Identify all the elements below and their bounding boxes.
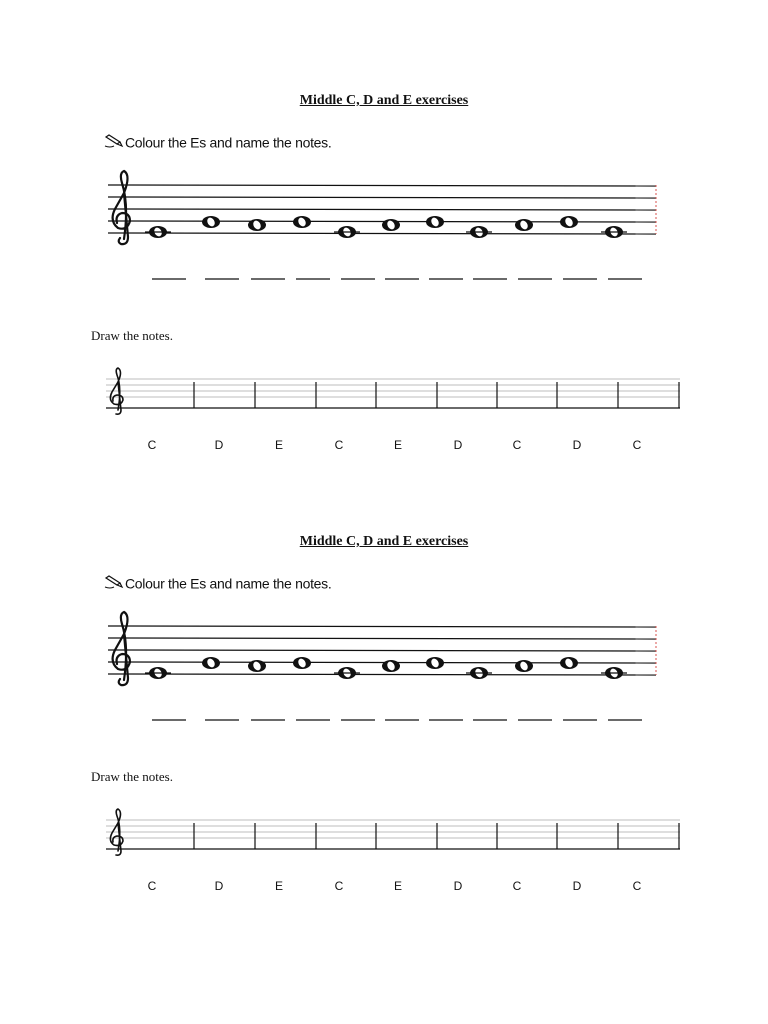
note-letters (0, 879, 768, 897)
note-d[interactable] (515, 219, 533, 231)
instruction-text: Colour the Es and name the notes. (125, 575, 332, 592)
note-d[interactable] (382, 660, 400, 672)
note-c[interactable] (145, 667, 171, 679)
note-e[interactable] (202, 657, 220, 669)
note-c[interactable] (466, 226, 492, 238)
note-letter: E (393, 438, 402, 452)
note-letter: C (512, 438, 522, 452)
note-letter: C (334, 879, 344, 893)
exercise-section-2 (0, 441, 768, 893)
pencil-icon (104, 134, 124, 148)
note-e[interactable] (293, 216, 311, 228)
note-letter: D (453, 879, 463, 893)
note-d[interactable] (382, 219, 400, 231)
note-letter: D (453, 438, 463, 452)
pencil-icon (104, 575, 124, 589)
note-letter: E (393, 879, 402, 893)
staff-lines (106, 379, 680, 397)
note-letter: E (274, 879, 283, 893)
exercise-title: Middle C, D and E exercises (299, 93, 469, 108)
note-d[interactable] (248, 660, 266, 672)
instruction (104, 133, 331, 150)
note-d[interactable] (248, 219, 266, 231)
drawing-staff (104, 807, 684, 857)
note-d[interactable] (515, 660, 533, 672)
note-letter: C (632, 879, 642, 893)
note-letter: D (214, 879, 224, 893)
note-heads (145, 657, 627, 679)
note-letter: D (572, 879, 582, 893)
note-letter: C (147, 438, 157, 452)
note-e[interactable] (426, 657, 444, 669)
exercise-title: Middle C, D and E exercises (299, 534, 469, 549)
barlines (194, 382, 679, 408)
note-letter: D (572, 438, 582, 452)
note-e[interactable] (202, 216, 220, 228)
note-letter: C (147, 879, 157, 893)
note-c[interactable] (466, 667, 492, 679)
note-staff (104, 606, 664, 726)
note-c[interactable] (334, 226, 360, 238)
exercise-section-1 (0, 0, 768, 452)
note-c[interactable] (601, 226, 627, 238)
draw-label: Draw the notes. (91, 769, 173, 784)
note-e[interactable] (426, 216, 444, 228)
note-e[interactable] (560, 657, 578, 669)
note-e[interactable] (560, 216, 578, 228)
note-c[interactable] (145, 226, 171, 238)
note-letter: E (274, 438, 283, 452)
note-e[interactable] (293, 657, 311, 669)
note-letter: C (512, 879, 522, 893)
note-c[interactable] (601, 667, 627, 679)
note-letter: D (214, 438, 224, 452)
staff-lines (106, 820, 680, 838)
draw-label: Draw the notes. (91, 328, 173, 343)
note-letter: C (632, 438, 642, 452)
note-heads (145, 216, 627, 238)
note-c[interactable] (334, 667, 360, 679)
instruction-text: Colour the Es and name the notes. (125, 134, 332, 151)
drawing-staff (104, 366, 684, 416)
instruction (104, 574, 331, 591)
note-staff (104, 165, 664, 285)
note-letter: C (334, 438, 344, 452)
barlines (194, 823, 679, 849)
